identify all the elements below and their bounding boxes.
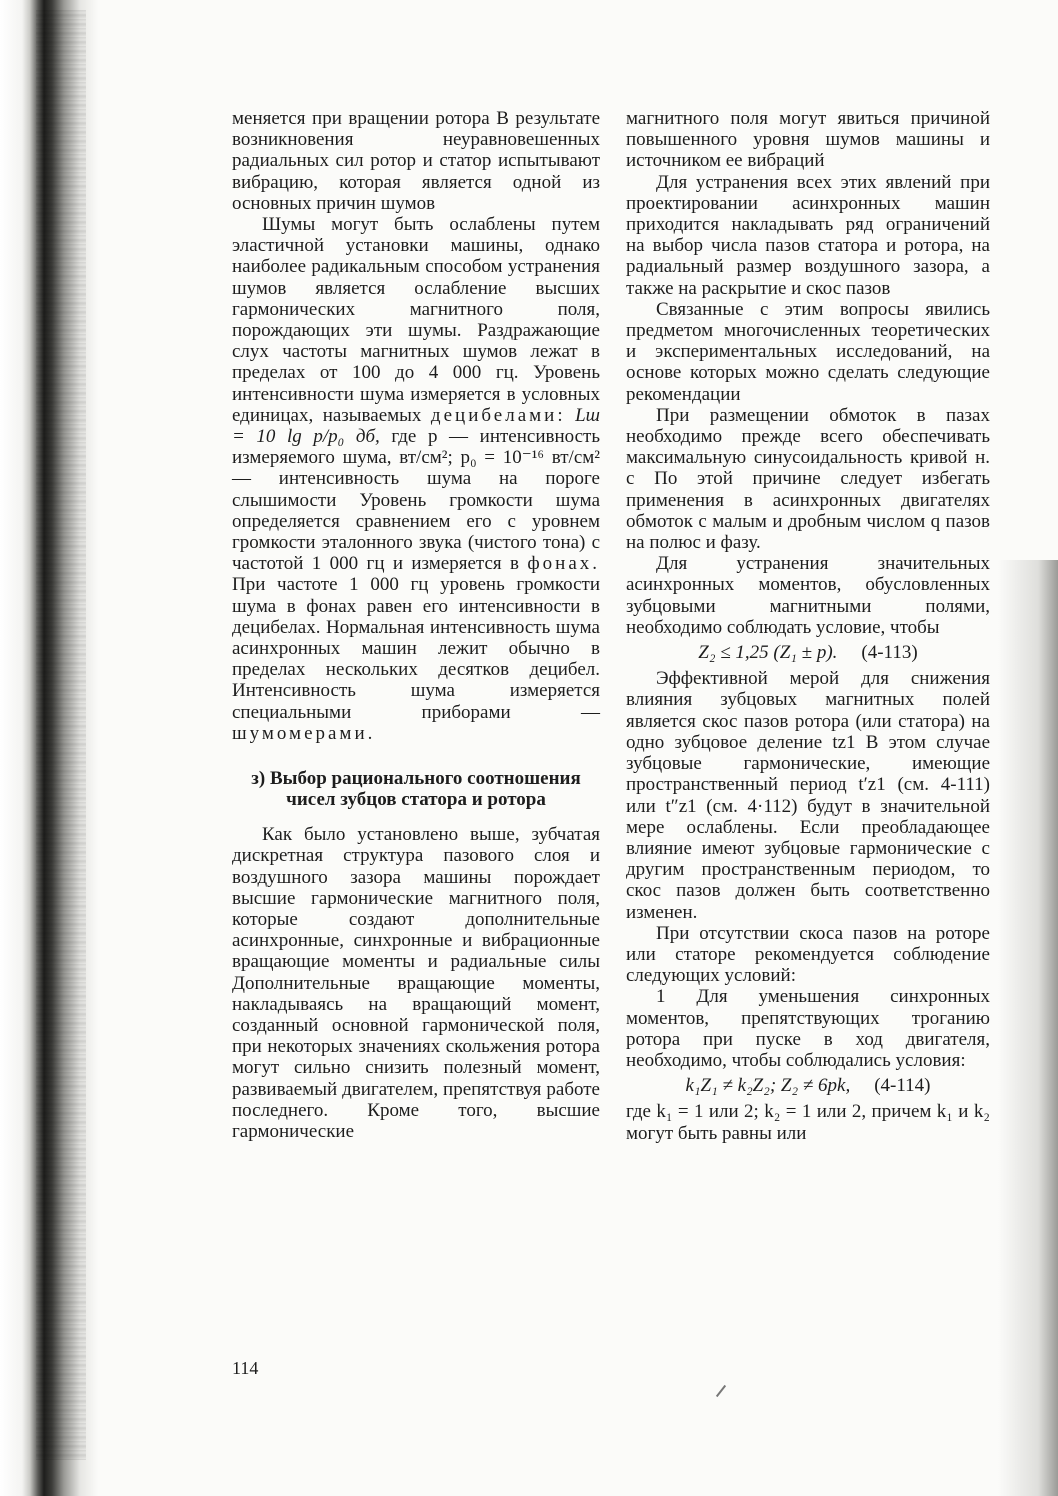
equation-number: (4-114)	[874, 1075, 931, 1097]
text-run: где p — интенсивность измеряемого шума, вт/см²; p₀ = 10⁻¹⁶ вт/см² — интенсивность шума на пороге слышимости Уровень громкости шума определяется сравнением его с уровнем громкости эталонного звука (чистого тона) с частотой 1 000 гц и измеряется в	[232, 426, 601, 575]
page-edge-shadow	[998, 560, 1058, 1496]
formula-inline: Lш = 10 lg p/p₀ дб,	[232, 404, 600, 448]
paragraph	[232, 214, 600, 744]
term-phons: фонах.	[527, 553, 601, 575]
paragraph: Как было установлено выше, зубчатая дискретная структура пазового слоя и воздушного зазора машины порождает высшие гармонические магнитного поля, которые создают дополнительные асинхронные, синхронные и вибрационные вращающие моменты и радиальные силы Дополнительные вращающие моменты, накладываясь на вращающий момент, созданный основной гармонической поля, при некоторых значениях скольжения ротора могут сильно снизить полезный момент, развиваемый двигателем, препятствуя работе последнего. Кроме того, высшие гармонические	[232, 824, 600, 1142]
paragraph: где k₁ = 1 или 2; k₂ = 1 или 2, причем k₁ и k₂ могут быть равны или	[626, 1101, 990, 1144]
term-decibels: децибелами:	[430, 404, 566, 426]
paragraph: Для устранения значительных асинхронных моментов, обусловленных зубцовыми магнитными полями, необходимо соблюдать условие, чтобы	[626, 553, 990, 638]
term-noise-meters: шумомерами.	[232, 722, 376, 744]
equation-4-113	[626, 642, 990, 663]
equation-body: Z₂ ≤ 1,25 (Z₁ ± p).	[698, 642, 838, 664]
paragraph: При отсутствии скоса пазов на роторе или статоре рекомендуется соблюдение следующих условий:	[626, 922, 990, 987]
section-heading: з) Выбор рационального соотношения чисел зубцов статора и ротора	[251, 768, 581, 811]
equation-4-114	[626, 1075, 990, 1096]
text-run: Шумы могут быть ослаблены путем эластичной установки машины, однако наиболее радикальным способом устранения шумов является ослабление высших гармонических магнитного поля, порождающих эти шумы. Раздражающие слух частоты магнитных шумов лежат в пределах от 100 до 4 000 гц. Уровень интенсивности шума измеряется в условных единицах, называемых	[232, 214, 600, 426]
paragraph: Связанные с этим вопросы явились предметом многочисленных теоретических и экспериментальных исследований, на основе которых можно сделать следующие рекомендации	[626, 298, 990, 405]
left-column	[232, 108, 600, 1142]
page-number: 114	[232, 1358, 259, 1378]
binding-texture	[36, 10, 86, 1460]
right-column	[626, 108, 990, 1144]
equation-number: (4-113)	[861, 642, 918, 664]
equation-body: k₁Z₁ ≠ k₂Z₂; Z₂ ≠ 6pk,	[685, 1075, 851, 1097]
paragraph: Эффективной мерой для снижения влияния зубцовых магнитных полей является скос пазов ротора (или статора) на одно зубцовое деление tz1 В этом случае зубцовые гармонические, имеющие пространственный период t′z1 (см. 4-111) или t″z1 (см. 4·112) будут в значительной мере ослаблены. Если преобладающее влияние имеют зубцовые гармонические с другим пространственным периодом, то скос пазов должен быть соответственно изменен.	[626, 668, 990, 923]
paragraph: меняется при вращении ротора В результате возникновения неуравновешенных радиальных сил ротор и статор испытывают вибрацию, которая является одной из основных причин шумов	[232, 108, 600, 214]
paragraph: При размещении обмоток в пазах необходимо прежде всего обеспечивать максимальную синусоидальность кривой н. с По этой причине следует избегать применения в асинхронных двигателях обмоток с малым и дробным числом q пазов на полюс и фазу.	[626, 404, 990, 554]
paragraph: Для устранения всех этих явлений при проектировании асинхронных машин приходится накладывать ряд ограничений на выбор числа пазов статора и ротора, на радиальный размер воздушного зазора, а также на раскрытие и скос пазов	[626, 171, 990, 299]
pencil-mark	[716, 1385, 726, 1397]
paragraph: 1 Для уменьшения синхронных моментов, препятствующих троганию ротора при пуске в ход двигателя, необходимо, чтобы соблюдались условия:	[626, 986, 990, 1071]
text-run: При частоте 1 000 гц уровень громкости шума в фонах равен его интенсивности в децибелах. Нормальная интенсивность шума асинхронных машин лежит обычно в пределах нескольких десятков децибел. Интенсивность шума измеряется специальными приборами —	[232, 574, 600, 723]
paragraph: магнитного поля могут явиться причиной повышенного уровня шумов машины и источником ее вибраций	[626, 108, 990, 172]
